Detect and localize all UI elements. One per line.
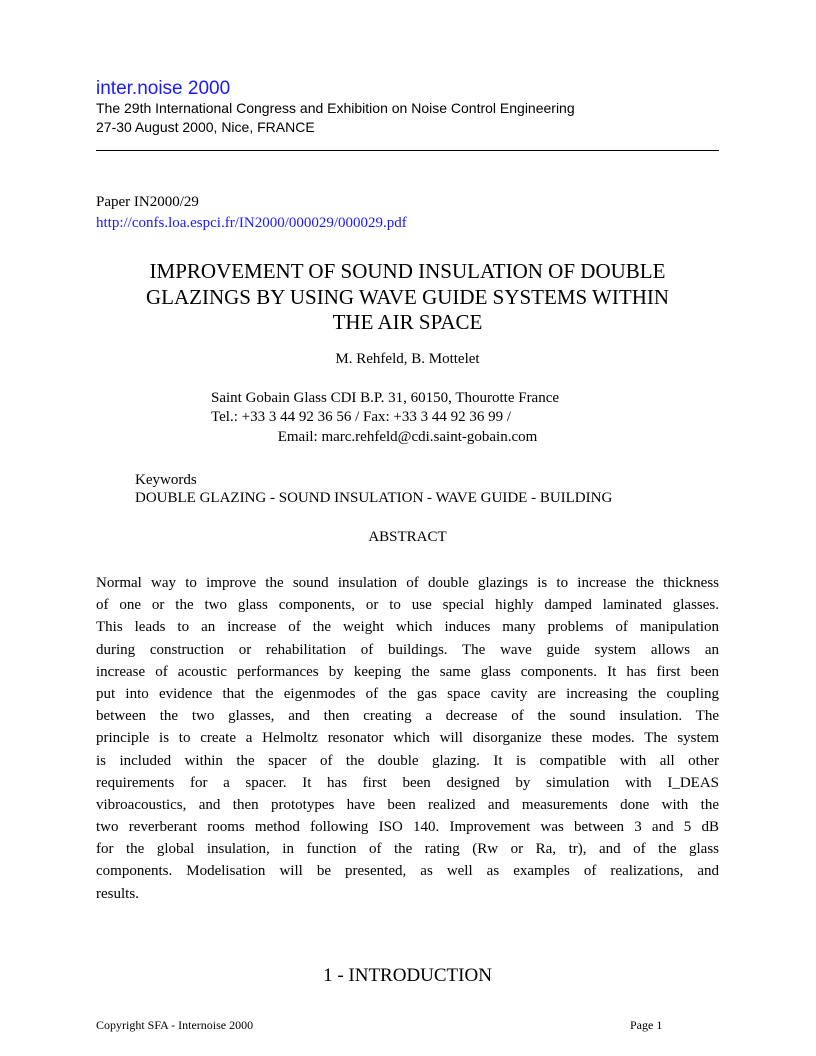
section-heading: 1 - INTRODUCTION xyxy=(323,965,492,986)
paper-id: Paper IN2000/29 xyxy=(96,194,199,210)
paper-url-link[interactable]: http://confs.loa.espci.fr/IN2000/000029/000029.pdf xyxy=(96,215,407,231)
abstract-line: between the two glasses, and then creating a decrease of the sound insulation. The xyxy=(96,708,719,725)
abstract-line: vibroacoustics, and then prototypes have been realized and measurements done with the xyxy=(96,796,719,813)
abstract-line: put into evidence that the eigenmodes of the gas space cavity are increasing the coupling xyxy=(96,685,719,702)
affiliation-email: Email: marc.rehfeld@cdi.saint-gobain.com xyxy=(277,429,538,445)
authors: M. Rehfeld, B. Mottelet xyxy=(335,351,480,367)
affiliation-address: Saint Gobain Glass CDI B.P. 31, 60150, Thourotte France xyxy=(211,390,560,406)
abstract-line: results. xyxy=(96,885,139,902)
abstract-line: components. Modelisation will be presented, as well as examples of realizations, and xyxy=(96,863,719,880)
abstract-line: principle is to create a Helmoltz resonator which will disorganize these modes. The system xyxy=(96,730,719,747)
footer-copyright: Copyright SFA - Internoise 2000 xyxy=(96,1018,254,1032)
keywords-list: DOUBLE GLAZING - SOUND INSULATION - WAVE GUIDE - BUILDING xyxy=(135,490,613,506)
abstract-line: during construction or rehabilitation of buildings. The wave guide system allows an xyxy=(96,641,719,658)
abstract-heading: ABSTRACT xyxy=(368,529,447,545)
abstract-line: two reverberant rooms method following ISO 140. Improvement was between 3 and 5 dB xyxy=(96,819,719,836)
conference-dates: 27-30 August 2000, Nice, FRANCE xyxy=(96,119,315,135)
affiliation-phone: Tel.: +33 3 44 92 36 56 / Fax: +33 3 44 92 36 99 / xyxy=(211,409,512,425)
paper-title xyxy=(96,259,719,336)
abstract-body xyxy=(96,572,719,905)
header-divider xyxy=(96,150,719,151)
title-line: GLAZINGS BY USING WAVE GUIDE SYSTEMS WITHIN xyxy=(145,284,670,309)
footer-page-number: Page 1 xyxy=(630,1018,663,1032)
abstract-line: requirements for a spacer. It has first been designed by simulation with I_DEAS xyxy=(96,774,719,791)
keywords-heading: Keywords xyxy=(135,472,197,488)
abstract-line: increase of acoustic performances by keeping the same glass components. It has first been xyxy=(96,663,719,680)
title-line: THE AIR SPACE xyxy=(332,310,483,334)
abstract-line: of one or the two glass components, or to use special highly damped laminated glasses. xyxy=(96,597,719,614)
title-line: IMPROVEMENT OF SOUND INSULATION OF DOUBLE xyxy=(149,259,666,283)
conference-name: inter.noise 2000 xyxy=(96,78,231,99)
abstract-line: is included within the spacer of the double glazing. It is compatible with all other xyxy=(96,752,719,769)
abstract-line: Normal way to improve the sound insulation of double glazings is to increase the thickness xyxy=(96,575,719,591)
abstract-line: for the global insulation, in function of the rating (Rw or Ra, tr), and of the glass xyxy=(96,841,719,858)
conference-subtitle: The 29th International Congress and Exhibition on Noise Control Engineering xyxy=(96,100,575,116)
abstract-line: This leads to an increase of the weight which induces many problems of manipulation xyxy=(96,619,719,636)
